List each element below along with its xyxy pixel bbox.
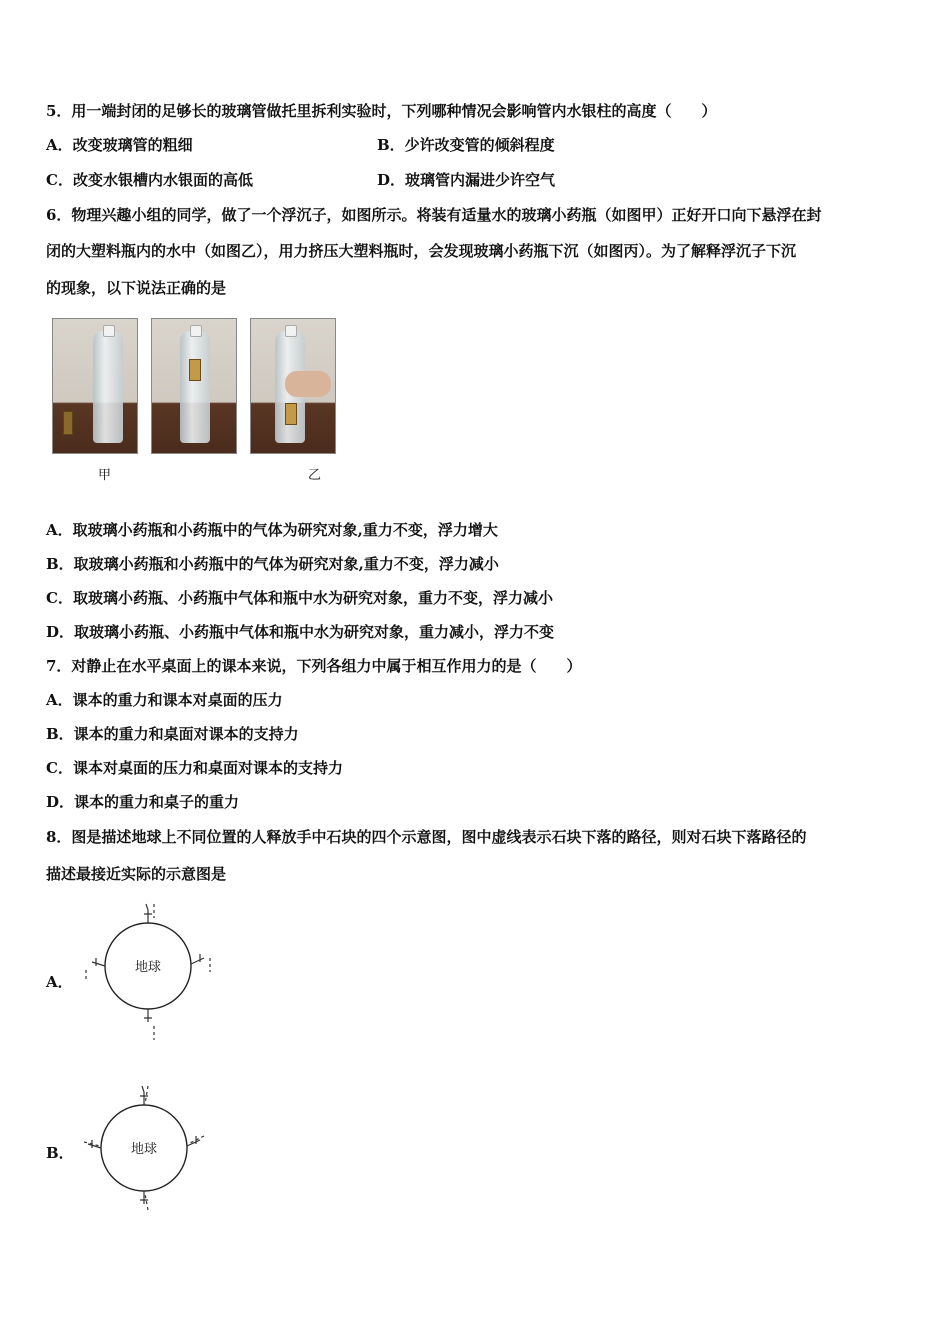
- large-bottle: [180, 331, 210, 443]
- small-vial: [63, 411, 73, 435]
- fall-path-top: [145, 1086, 148, 1104]
- q7-option-c: C．课本对桌面的压力和桌面对课本的支持力: [46, 759, 343, 777]
- earth-diagram-b: [72, 1074, 222, 1224]
- q6-stem-line-2: 闭的大塑料瓶内的水中（如图乙），用力挤压大塑料瓶时，会发现玻璃小药瓶下沉（如图丙）。为了解释浮沉子下沉: [46, 242, 797, 260]
- photo-yi: [151, 318, 237, 454]
- q5-stem: 5．用一端封闭的足够长的玻璃管做托里拆利实验时，下列哪种情况会影响管内水银柱的高度（ ）: [46, 102, 717, 120]
- q5-option-d: D．玻璃管内漏进少许空气: [377, 171, 556, 189]
- earth-label: 地球: [130, 1142, 158, 1157]
- person-left: [92, 958, 105, 966]
- q7-option-d: D．课本的重力和桌子的重力: [46, 793, 240, 811]
- caption-jia: 甲: [98, 468, 112, 483]
- q6-option-d: D．取玻璃小药瓶、小药瓶中气体和瓶中水为研究对象，重力减小，浮力不变: [46, 623, 555, 641]
- bottle-cap: [285, 325, 297, 337]
- q6-stem-line-1: 6．物理兴趣小组的同学，做了一个浮沉子，如图所示。将装有适量水的玻璃小药瓶（如图甲）正好开口向下悬浮在封: [46, 206, 822, 224]
- sunk-vial: [285, 403, 297, 425]
- q7-option-b: B．课本的重力和桌面对课本的支持力: [46, 725, 299, 743]
- q8-stem-line-1: 8．图是描述地球上不同位置的人释放手中石块的四个示意图，图中虚线表示石块下落的路径，则对石块下落路径的: [46, 828, 807, 846]
- q6-option-c: C．取玻璃小药瓶、小药瓶中气体和瓶中水为研究对象，重力不变，浮力减小: [46, 589, 553, 607]
- q5-option-c: C．改变水银槽内水银面的高低: [46, 171, 253, 189]
- q5-option-b: B．少许改变管的倾斜程度: [377, 136, 555, 154]
- q6-stem-line-3: 的现象，以下说法正确的是: [46, 279, 227, 297]
- earth-label: 地球: [134, 960, 162, 975]
- q6-option-b: B．取玻璃小药瓶和小药瓶中的气体为研究对象,重力不变，浮力减小: [46, 555, 499, 573]
- person-bottom: [144, 1009, 152, 1022]
- earth-diagram-a: [76, 892, 226, 1042]
- q5-option-a: A．改变玻璃管的粗细: [46, 136, 193, 154]
- person-right: [191, 954, 204, 964]
- person-right: [187, 1136, 200, 1146]
- q8-option-a-label: A．: [46, 973, 73, 991]
- fall-path-bottom: [145, 1194, 148, 1210]
- q6-option-a: A．取玻璃小药瓶和小药瓶中的气体为研究对象,重力不变，浮力增大: [46, 521, 498, 539]
- person-top: [140, 1086, 148, 1105]
- photo-jia: [52, 318, 138, 454]
- q8-option-b-label: B．: [46, 1144, 74, 1162]
- floating-vial: [189, 359, 201, 381]
- bottle-cap: [190, 325, 202, 337]
- q7-stem: 7．对静止在水平桌面上的课本来说，下列各组力中属于相互作用力的是（ ）: [46, 657, 582, 675]
- squeezing-hand: [285, 371, 331, 397]
- q8-stem-line-2: 描述最接近实际的示意图是: [46, 865, 227, 883]
- photo-bing: [250, 318, 336, 454]
- caption-yi: 乙: [308, 468, 322, 483]
- q7-option-a: A．课本的重力和课本对桌面的压力: [46, 691, 283, 709]
- large-bottle: [93, 331, 123, 443]
- person-top: [144, 904, 152, 923]
- bottle-cap: [103, 325, 115, 337]
